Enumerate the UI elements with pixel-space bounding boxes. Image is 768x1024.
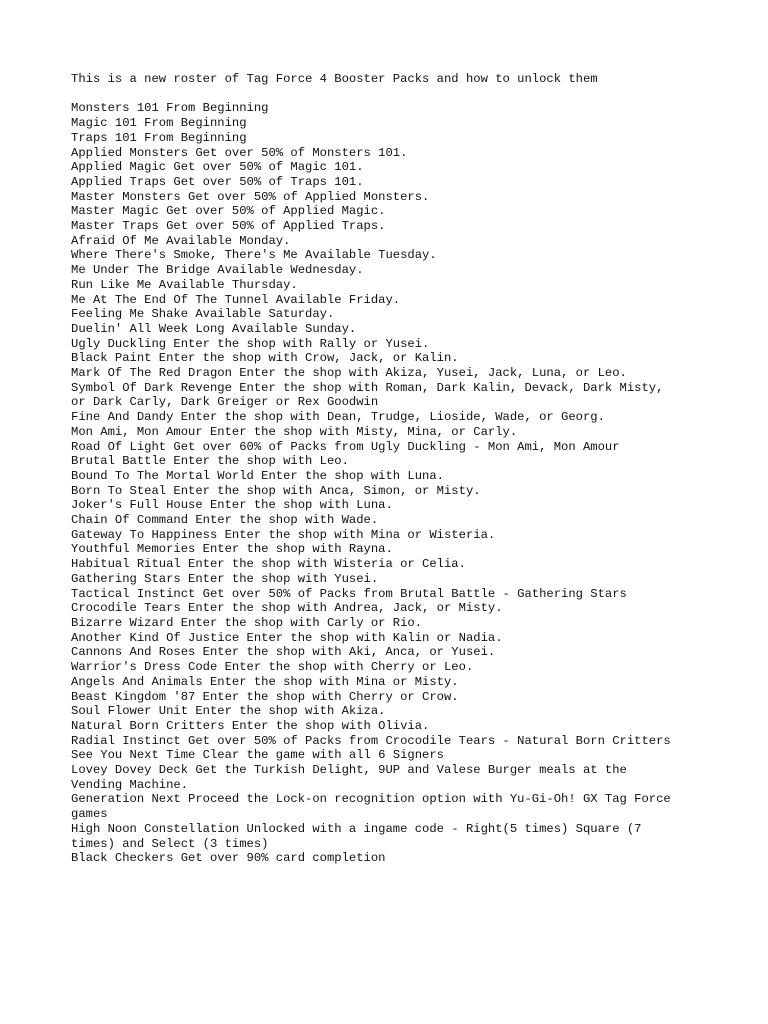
list-item: Warrior's Dress Code Enter the shop with Cherry or Leo. — [71, 660, 474, 675]
list-item: Monsters 101 From Beginning — [71, 101, 269, 116]
list-item: Run Like Me Available Thursday. — [71, 277, 298, 292]
list-item: Afraid Of Me Available Monday. — [71, 233, 291, 248]
list-item: Master Traps Get over 50% of Applied Traps. — [71, 219, 386, 234]
list-item: Bound To The Mortal World Enter the shop with Luna. — [71, 468, 444, 483]
list-item: Duelin' All Week Long Available Sunday. — [71, 321, 357, 336]
document-intro: This is a new roster of Tag Force 4 Booster Packs and how to unlock them — [71, 72, 598, 86]
list-item: Youthful Memories Enter the shop with Rayna. — [71, 542, 393, 557]
list-item: Black Checkers Get over 90% card completion — [71, 851, 386, 866]
list-item: Applied Monsters Get over 50% of Monsters 101. — [71, 145, 408, 160]
list-item: Magic 101 From Beginning — [71, 116, 247, 131]
list-item: Joker's Full House Enter the shop with Luna. — [71, 498, 393, 513]
list-item: Crocodile Tears Enter the shop with Andrea, Jack, or Misty. — [71, 601, 503, 616]
list-item: High Noon Constellation Unlocked with a ingame code - Right(5 times) Square (7 times) and Select (3 times) — [71, 821, 642, 851]
list-item: Angels And Animals Enter the shop with Mina or Misty. — [71, 674, 459, 689]
list-item: Master Monsters Get over 50% of Applied Monsters. — [71, 189, 430, 204]
list-item: Symbol Of Dark Revenge Enter the shop with Roman, Dark Kalin, Devack, Dark Misty, or Dark Carly, Dark Greiger or Rex Goodwin — [71, 380, 664, 410]
list-item: Road Of Light Get over 60% of Packs from Ugly Duckling - Mon Ami, Mon Amour — [71, 439, 620, 454]
list-item: Cannons And Roses Enter the shop with Aki, Anca, or Yusei. — [71, 645, 496, 660]
list-item: Black Paint Enter the shop with Crow, Jack, or Kalin. — [71, 351, 459, 366]
list-item: Gathering Stars Enter the shop with Yusei. — [71, 571, 379, 586]
list-item: Applied Magic Get over 50% of Magic 101. — [71, 160, 364, 175]
list-item: Chain Of Command Enter the shop with Wade. — [71, 513, 379, 528]
list-item: Feeling Me Shake Available Saturday. — [71, 307, 335, 322]
list-item: Habitual Ritual Enter the shop with Wisteria or Celia. — [71, 557, 466, 572]
list-item: Mon Ami, Mon Amour Enter the shop with Misty, Mina, or Carly. — [71, 424, 518, 439]
list-item: Lovey Dovey Deck Get the Turkish Delight, 9UP and Valese Burger meals at the Vending Machine. — [71, 763, 627, 792]
list-item: Brutal Battle Enter the shop with Leo. — [71, 454, 349, 469]
list-item: Soul Flower Unit Enter the shop with Akiza. — [71, 704, 386, 719]
list-item: Tactical Instinct Get over 50% of Packs from Brutal Battle - Gathering Stars — [71, 586, 627, 601]
list-item: Generation Next Proceed the Lock-on recognition option with Yu-Gi-Oh! GX Tag Force games — [71, 792, 671, 822]
list-item: Gateway To Happiness Enter the shop with Mina or Wisteria. — [71, 527, 496, 542]
list-item: Traps 101 From Beginning — [71, 130, 247, 145]
list-item: Me At The End Of The Tunnel Available Friday. — [71, 292, 401, 307]
list-item: Me Under The Bridge Available Wednesday. — [71, 263, 364, 278]
list-item: Radial Instinct Get over 50% of Packs from Crocodile Tears - Natural Born Critters — [71, 733, 671, 748]
list-item: See You Next Time Clear the game with all 6 Signers — [71, 748, 444, 763]
list-item: Where There's Smoke, There's Me Available Tuesday. — [71, 248, 437, 263]
list-item: Ugly Duckling Enter the shop with Rally or Yusei. — [71, 336, 430, 351]
list-item: Beast Kingdom '87 Enter the shop with Cherry or Crow. — [71, 689, 459, 704]
document-page — [71, 72, 711, 866]
list-item: Applied Traps Get over 50% of Traps 101. — [71, 174, 364, 189]
list-item: Bizarre Wizard Enter the shop with Carly or Rio. — [71, 616, 423, 630]
list-item: Natural Born Critters Enter the shop with Olivia. — [71, 718, 430, 733]
booster-pack-list — [71, 101, 711, 866]
list-item: Mark Of The Red Dragon Enter the shop with Akiza, Yusei, Jack, Luna, or Leo. — [71, 366, 627, 381]
list-item: Another Kind Of Justice Enter the shop with Kalin or Nadia. — [71, 630, 503, 645]
list-item: Fine And Dandy Enter the shop with Dean, Trudge, Lioside, Wade, or Georg. — [71, 410, 605, 425]
list-item: Born To Steal Enter the shop with Anca, Simon, or Misty. — [71, 483, 481, 498]
list-item: Master Magic Get over 50% of Applied Magic. — [71, 204, 386, 219]
